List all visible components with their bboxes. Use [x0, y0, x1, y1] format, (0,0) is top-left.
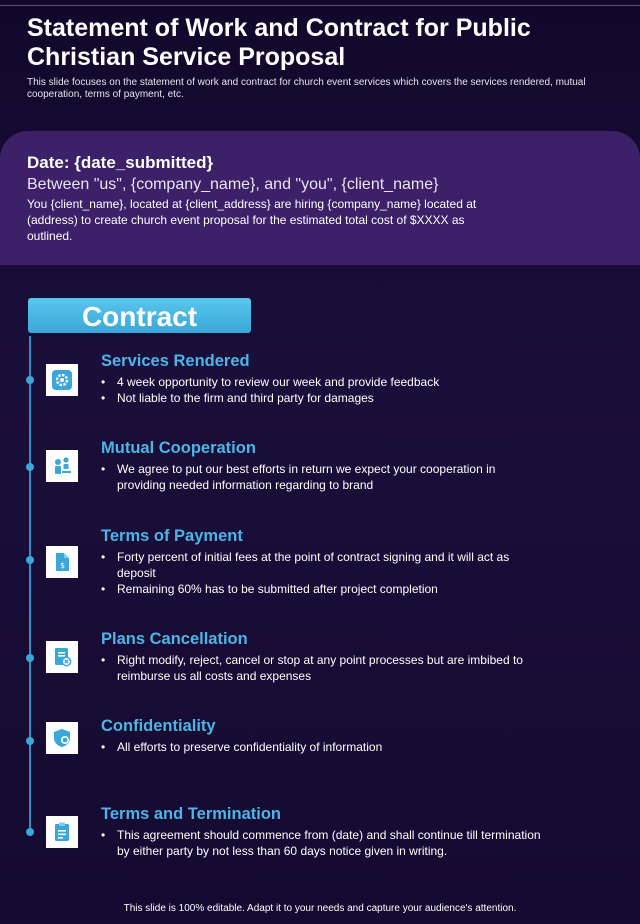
timeline-dot	[26, 737, 34, 745]
contract-label: Contract	[81, 301, 198, 332]
date-line: Date: {date_submitted}	[27, 153, 214, 172]
cancel-document-icon	[46, 641, 78, 673]
item-title: Mutual Cooperation	[101, 439, 256, 457]
bullet: • We agree to put our best efforts in return we expect your cooperation in providing needed information regarding to brand	[101, 461, 541, 493]
item-title: Terms of Payment	[101, 527, 243, 545]
page-title: Statement of Work and Contract for Public Christian Service Proposal	[27, 14, 531, 71]
timeline-dot	[26, 376, 34, 384]
svg-text:$: $	[59, 561, 66, 570]
bullet: • This agreement should commence from (date) and shall continue till termination by either party by not less than 60 days notice given in writing.	[101, 827, 541, 859]
intro-description: You {client_name}, located at {client_address} are hiring {company_name} located at (address) to create church event proposal for the estimated total cost of $XXXX as outlined.	[27, 197, 477, 243]
page-subtitle: This slide focuses on the statement of work and contract for church event services which covers the services rendered, mutual cooperation, terms of payment, etc.	[27, 77, 586, 100]
timeline-line	[29, 336, 31, 836]
item-bullets	[101, 652, 541, 684]
timeline-dot	[26, 654, 34, 662]
timeline-dot	[26, 463, 34, 471]
bullet: • All efforts to preserve confidentiality of information	[101, 739, 541, 755]
bullet: • 4 week opportunity to review our week and provide feedback	[101, 374, 541, 390]
item-bullets	[101, 827, 541, 859]
contract-banner	[28, 298, 251, 333]
between-line: Between "us", {company_name}, and "you", {client_name}	[27, 176, 439, 193]
intro-panel	[0, 131, 640, 265]
item-title: Confidentiality	[101, 717, 216, 735]
shield-icon	[46, 722, 78, 754]
people-icon	[46, 450, 78, 482]
gear-icon	[46, 364, 78, 396]
item-bullets	[101, 374, 541, 406]
bullet: • Right modify, reject, cancel or stop at any point processes but are imbibed to reimburse us all costs and expenses	[101, 652, 541, 684]
item-title: Services Rendered	[101, 352, 250, 370]
bullet: • Forty percent of initial fees at the point of contract signing and it will act as deposit	[101, 549, 541, 581]
item-title: Plans Cancellation	[101, 630, 248, 648]
footer-note: This slide is 100% editable. Adapt it to your needs and capture your audience's attention.	[123, 903, 517, 914]
document-dollar-icon	[46, 546, 78, 578]
bullet: • Not liable to the firm and third party for damages	[101, 390, 541, 406]
top-divider	[0, 5, 640, 6]
item-bullets	[101, 461, 541, 493]
timeline-dot	[26, 828, 34, 836]
timeline-dot	[26, 556, 34, 564]
item-title: Terms and Termination	[101, 805, 282, 823]
item-bullets	[101, 739, 541, 755]
bullet: • Remaining 60% has to be submitted after project completion	[101, 581, 541, 597]
item-bullets	[101, 549, 541, 597]
clipboard-icon	[46, 816, 78, 848]
